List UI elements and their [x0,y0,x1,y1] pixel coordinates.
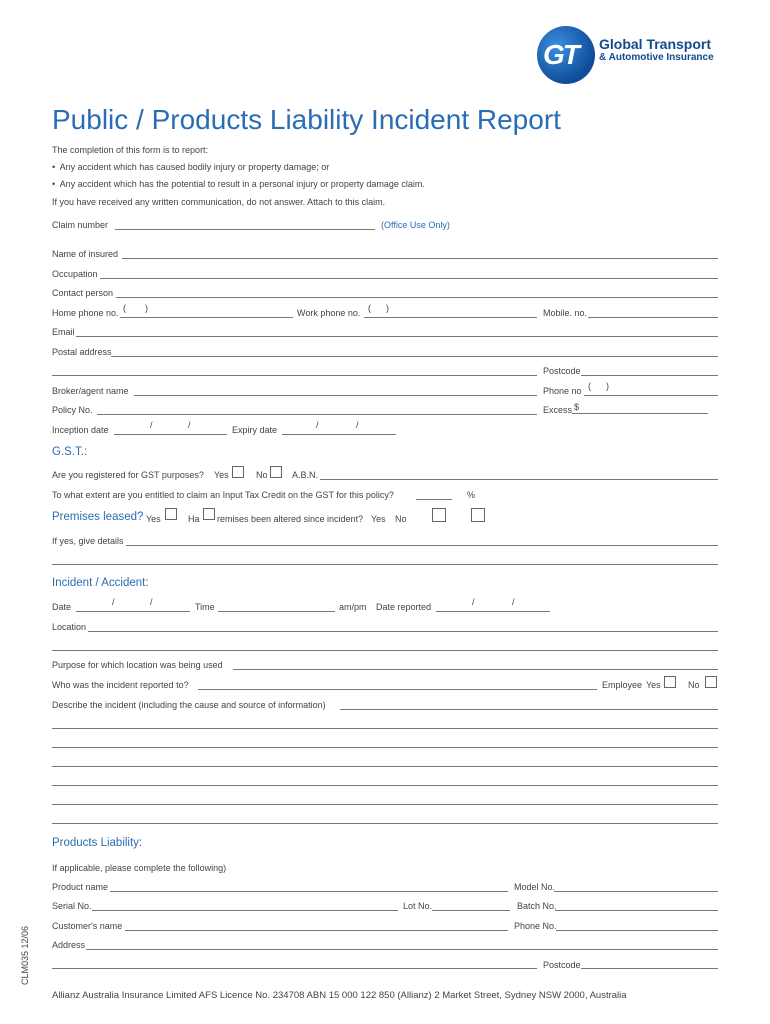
serial-no-field[interactable] [92,910,398,911]
premises-altered-no-label: No [395,514,407,524]
postal-address-line-2[interactable] [52,375,537,376]
date-reported-label: Date reported [376,602,432,612]
date-reported-slash-2: / [512,597,515,607]
customer-address-line-2[interactable] [52,968,537,969]
customer-name-label: Customer's name [52,921,123,931]
premises-altered-yes-checkbox[interactable] [432,508,446,522]
policy-no-label: Policy No. [52,405,93,415]
occupation-field[interactable] [100,278,718,279]
gst-percent-sign: % [467,490,476,500]
broker-phone-area-open: ( [588,381,591,391]
incident-time-label: Time [195,602,215,612]
work-phone-area-close: ) [386,303,389,313]
employee-yes-label: Yes [646,680,661,690]
employee-yes-checkbox[interactable] [664,676,676,688]
intro-bullet-2: • Any accident which has the potential to result in a personal injury or property damage claim. [52,179,425,189]
home-phone-field[interactable] [120,317,293,318]
form-code: CLM035 12/06 [20,925,30,985]
claim-number-field[interactable] [115,229,375,230]
work-phone-field[interactable] [364,317,537,318]
location-purpose-field[interactable] [233,669,718,670]
products-liability-heading: Products Liability: [52,837,143,849]
premises-leased-yes-checkbox[interactable] [165,508,177,520]
company-logo-mark [537,26,595,84]
gst-no-label: No [256,470,268,480]
date-reported-field[interactable] [436,611,550,612]
postcode-label: Postcode [543,366,581,376]
incident-date-slash-1: / [112,597,115,607]
broker-phone-area-close: ) [606,381,609,391]
product-name-label: Product name [52,882,109,892]
lot-no-field[interactable] [432,910,510,911]
intro-bullet-2-text: Any accident which has the potential to result in a personal injury or property damage claim. [59,179,425,189]
gst-heading: G.S.T.: [52,446,88,458]
postcode-field[interactable] [581,375,718,376]
expiry-date-field[interactable] [282,434,396,435]
incident-location-label: Location [52,622,87,632]
broker-phone-label: Phone no [543,386,582,396]
gst-itc-field[interactable] [416,499,452,500]
incident-date-slash-2: / [150,597,153,607]
gst-no-checkbox[interactable] [270,466,282,478]
premises-altered-no-checkbox[interactable] [471,508,485,522]
intro-bullet-1-text: Any accident which has caused bodily injury or property damage; or [59,162,330,172]
premises-details-field[interactable] [126,545,718,546]
abn-label: A.B.N. [292,470,319,480]
name-of-insured-field[interactable] [122,258,718,259]
incident-time-field[interactable] [218,611,335,612]
describe-line-7[interactable] [52,823,718,824]
work-phone-label: Work phone no. [297,308,361,318]
serial-no-label: Serial No. [52,901,92,911]
gst-yes-checkbox[interactable] [232,466,244,478]
premises-altered-yes-label: Yes [371,514,386,524]
postal-address-field[interactable] [111,356,718,357]
logo-line1: Global Transport [599,36,712,52]
products-if-applicable: If applicable, please complete the following) [52,863,227,873]
incident-location-field[interactable] [88,631,718,632]
location-purpose-label: Purpose for which location was being used [52,660,223,670]
incident-heading: Incident / Accident: [52,577,149,589]
describe-line-3[interactable] [52,747,718,748]
name-of-insured-label: Name of insured [52,249,119,259]
customer-address-field[interactable] [86,949,718,950]
product-name-field[interactable] [110,891,508,892]
broker-phone-field[interactable] [584,395,718,396]
inception-date-slash-1: / [150,420,153,430]
model-no-field[interactable] [554,891,718,892]
describe-line-5[interactable] [52,785,718,786]
expiry-date-slash-2: / [356,420,359,430]
customer-phone-field[interactable] [556,930,718,931]
lot-no-label: Lot No. [403,901,433,911]
incident-date-field[interactable] [76,611,190,612]
page-title: Public / Products Liability Incident Report [52,104,561,135]
describe-line-4[interactable] [52,766,718,767]
mobile-label: Mobile. no. [543,308,588,318]
occupation-label: Occupation [52,269,98,279]
gst-itc-label: To what extent are you entitled to claim an Input Tax Credit on the GST for this policy? [52,490,394,500]
customer-postcode-label: Postcode [543,960,581,970]
batch-no-field[interactable] [555,910,718,911]
premises-leased-yes-label: Yes [146,514,161,524]
inception-date-slash-2: / [188,420,191,430]
home-phone-label: Home phone no. [52,308,119,318]
logo-monogram: GT [543,39,578,70]
gst-registered-label: Are you registered for GST purposes? [52,470,204,480]
policy-no-field[interactable] [97,414,537,415]
describe-line-2[interactable] [52,728,718,729]
excess-field[interactable] [572,413,708,414]
inception-date-field[interactable] [114,434,227,435]
incident-location-line-2[interactable] [52,650,718,651]
reported-to-field[interactable] [198,689,597,690]
customer-name-field[interactable] [125,930,508,931]
model-no-label: Model No. [514,882,556,892]
describe-incident-label: Describe the incident (including the cause and source of information) [52,700,326,710]
premises-details-line-2[interactable] [52,564,718,565]
intro-bullet-1: • Any accident which has caused bodily injury or property damage; or [52,162,330,172]
abn-field[interactable] [320,479,718,480]
incident-date-label: Date [52,602,72,612]
email-label: Email [52,327,75,337]
employee-no-label: No [688,680,700,690]
premises-leased-no-checkbox[interactable] [203,508,215,520]
customer-phone-label: Phone No. [514,921,557,931]
inception-date-label: Inception date [52,425,109,435]
contact-person-label: Contact person [52,288,114,298]
premises-has-label: Ha [188,514,200,524]
date-reported-slash-1: / [472,597,475,607]
customer-postcode-field[interactable] [581,968,718,969]
premises-altered-label: remises been altered since incident? [217,514,364,524]
intro-notice: If you have received any written communication, do not answer. Attach to this claim. [52,197,386,207]
broker-label: Broker/agent name [52,386,129,396]
footer-legal: Allianz Australia Insurance Limited AFS Licence No. 234708 ABN 15 000 122 850 (Allianz) 2 Market Street, Sydney NSW 2000, Australia [52,990,627,1001]
home-phone-area-close: ) [145,303,148,313]
describe-line-6[interactable] [52,804,718,805]
expiry-date-slash-1: / [316,420,319,430]
office-use-note: (Office Use Only) [381,220,450,230]
contact-person-field[interactable] [116,297,718,298]
customer-address-label: Address [52,940,86,950]
intro-lead: The completion of this form is to report: [52,145,209,155]
claim-number-label: Claim number [52,220,109,230]
reported-to-label: Who was the incident reported to? [52,680,189,690]
describe-incident-field[interactable] [340,709,718,710]
logo-line2: & Automotive Insurance [599,52,714,63]
incident-ampm-label: am/pm [339,602,367,612]
work-phone-area-open: ( [368,303,371,313]
employee-no-checkbox[interactable] [705,676,717,688]
postal-address-label: Postal address [52,347,112,357]
expiry-date-label: Expiry date [232,425,278,435]
employee-label: Employee [602,680,643,690]
email-field[interactable] [76,336,718,337]
batch-no-label: Batch No. [517,901,557,911]
premises-details-label: If yes, give details [52,536,124,546]
gst-yes-label: Yes [214,470,229,480]
excess-label: Excess [543,405,573,415]
excess-dollar-sign: $ [574,402,580,412]
premises-leased-heading: Premises leased? [52,511,144,523]
mobile-field[interactable] [588,317,718,318]
broker-field[interactable] [134,395,537,396]
home-phone-area-open: ( [123,303,126,313]
